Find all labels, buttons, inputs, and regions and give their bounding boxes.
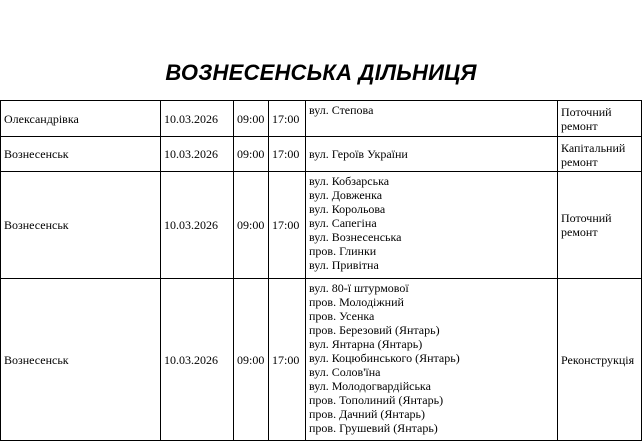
settlement-cell: Вознесенськ [1, 172, 161, 279]
time-to-cell: 17:00 [269, 279, 306, 441]
work-type-label: Поточний ремонт [561, 211, 612, 239]
date-cell: 10.03.2026 [161, 172, 234, 279]
street-item: пров. Дачний (Янтарь) [309, 407, 426, 421]
time-from-cell: 09:00 [234, 101, 269, 137]
settlement-cell: Олександрівка [1, 101, 161, 137]
streets-cell [306, 172, 558, 279]
work-type-cell [558, 279, 642, 441]
street-item: вул. Привітна [309, 258, 379, 272]
street-item: вул. Корольова [309, 202, 386, 216]
settlement-cell: Вознесенськ [1, 279, 161, 441]
street-item: вул. Вознесенська [309, 230, 402, 244]
table-row [1, 279, 642, 441]
street-item: пров. Березовий (Янтарь) [309, 323, 440, 337]
work-type-label: Поточний ремонт [561, 105, 612, 133]
street-item: вул. Героїв України [309, 147, 408, 161]
street-item: вул. 80-ї штурмової [309, 281, 409, 295]
street-item: вул. Сапегіна [309, 216, 377, 230]
outage-schedule-table [0, 100, 642, 441]
settlement-cell: Вознесенськ [1, 137, 161, 172]
street-item: пров. Усенка [309, 309, 375, 323]
date-cell: 10.03.2026 [161, 137, 234, 172]
table-row [1, 137, 642, 172]
street-item: пров. Грушевий (Янтарь) [309, 421, 438, 435]
time-from-cell: 09:00 [234, 172, 269, 279]
work-type-label: Капітальний ремонт [561, 141, 626, 169]
street-item: пров. Молодіжний [309, 295, 404, 309]
page-title: ВОЗНЕСЕНСЬКА ДІЛЬНИЦЯ [165, 60, 477, 85]
street-item: вул. Степова [309, 103, 374, 117]
time-to-cell: 17:00 [269, 101, 306, 137]
work-type-cell [558, 101, 642, 137]
work-type-cell [558, 172, 642, 279]
work-type-cell [558, 137, 642, 172]
street-item: вул. Молодогвардійська [309, 379, 431, 393]
street-item: вул. Кобзарська [309, 174, 390, 188]
street-item: вул. Солов'їна [309, 365, 381, 379]
street-item: пров. Глинки [309, 244, 377, 258]
work-type-label: Реконструкція [561, 352, 635, 367]
table-row [1, 172, 642, 279]
streets-cell [306, 137, 558, 172]
time-to-cell: 17:00 [269, 137, 306, 172]
date-cell: 10.03.2026 [161, 101, 234, 137]
street-item: пров. Тополиний (Янтарь) [309, 393, 444, 407]
table-row [1, 101, 642, 137]
street-item: вул. Янтарна (Янтарь) [309, 337, 423, 351]
streets-cell [306, 279, 558, 441]
streets-cell [306, 101, 558, 137]
street-item: вул. Довженка [309, 188, 383, 202]
time-from-cell: 09:00 [234, 137, 269, 172]
time-to-cell: 17:00 [269, 172, 306, 279]
date-cell: 10.03.2026 [161, 279, 234, 441]
time-from-cell: 09:00 [234, 279, 269, 441]
street-item: вул. Коцюбинського (Янтарь) [309, 351, 460, 365]
